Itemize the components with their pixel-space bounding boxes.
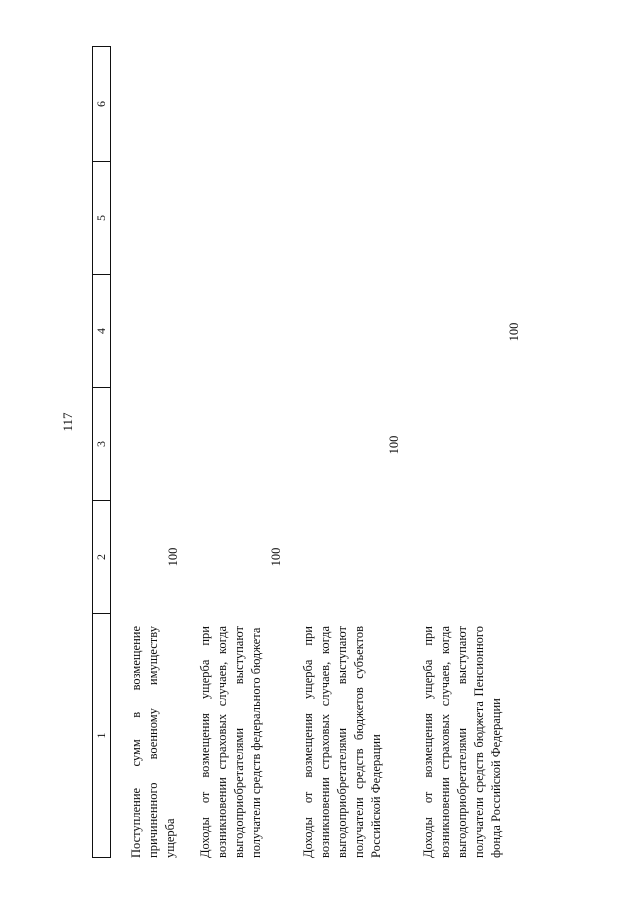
header-cell-1: 1 [94,732,108,739]
table-header-row [92,46,111,858]
header-cell-2: 2 [93,501,110,614]
row-description: Доходы от возмещения ущерба при возникновении страховых случаев, когда выгодоприобретателями выступают получатели средств бюджета Пенсионного фонда Российской Федерации [421,626,503,858]
row-description: Доходы от возмещения ущерба при возникновении страховых случаев, когда выгодоприобретателями выступают получатели средств бюджетов субъектов Российской Федерации [301,626,383,858]
page-number: 117 [60,412,75,432]
header-cell-6: 6 [93,47,110,162]
row-description: Доходы от возмещения ущерба при возникновении страховых случаев, когда выгодоприобретателями выступают получатели средств федерального бюджета [198,626,263,858]
row-description: Поступление сумм в возмещение причиненного военному имуществу ущерба [129,626,177,858]
row-value-col2: 100 [269,547,283,567]
header-cell-3: 3 [93,388,110,501]
header-cell-5: 5 [93,162,110,275]
row-value-col3: 100 [387,435,401,455]
row-value-col2: 100 [166,547,180,567]
header-cell-4: 4 [93,275,110,388]
row-value-col4: 100 [507,322,521,342]
landscape-table [92,46,521,858]
